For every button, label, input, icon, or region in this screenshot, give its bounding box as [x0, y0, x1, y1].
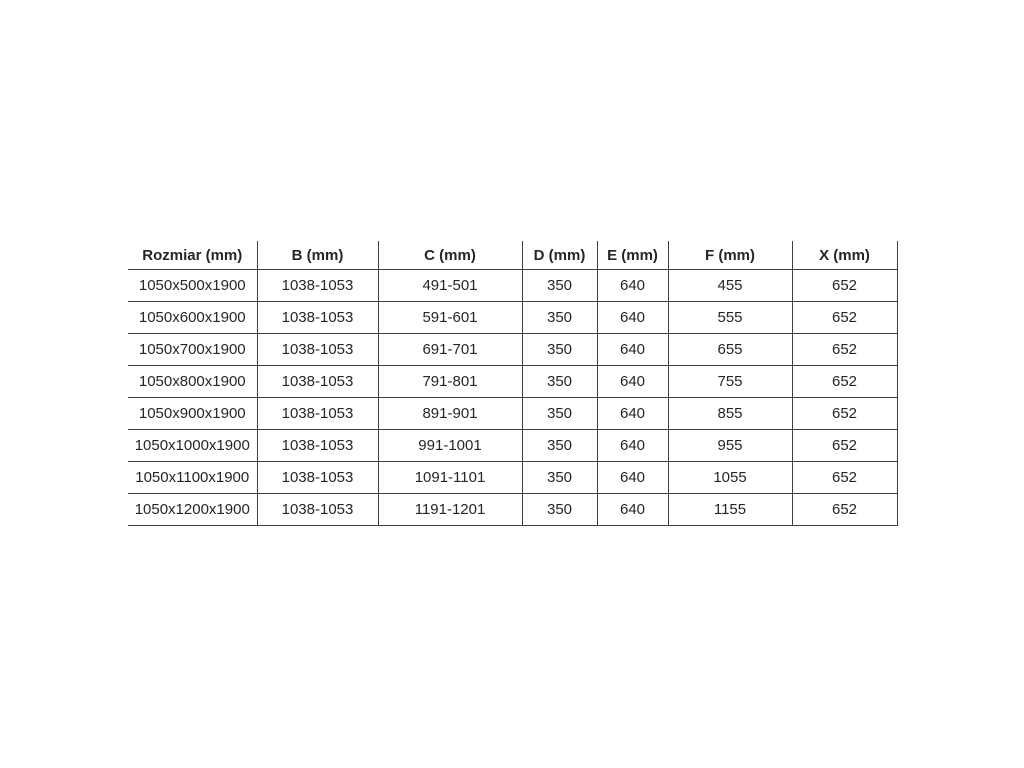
table-cell: 640	[597, 494, 668, 526]
table-cell: 691-701	[378, 334, 522, 366]
table-cell: 1050x1100x1900	[128, 462, 257, 494]
table-cell: 1050x600x1900	[128, 302, 257, 334]
table-cell: 1038-1053	[257, 334, 378, 366]
column-header-e: E (mm)	[597, 241, 668, 270]
table-cell: 891-901	[378, 398, 522, 430]
table-cell: 1050x1200x1900	[128, 494, 257, 526]
table-cell: 991-1001	[378, 430, 522, 462]
table-row	[128, 366, 897, 398]
table-cell: 652	[792, 430, 897, 462]
table-cell: 1050x700x1900	[128, 334, 257, 366]
column-header-c: C (mm)	[378, 241, 522, 270]
table-cell: 640	[597, 430, 668, 462]
table-cell: 350	[522, 270, 597, 302]
table-cell: 455	[668, 270, 792, 302]
table-row	[128, 494, 897, 526]
table-cell: 1050x1000x1900	[128, 430, 257, 462]
table-cell: 591-601	[378, 302, 522, 334]
table-cell: 652	[792, 462, 897, 494]
table-cell: 1038-1053	[257, 398, 378, 430]
table-cell: 350	[522, 302, 597, 334]
table-row	[128, 430, 897, 462]
table-cell: 955	[668, 430, 792, 462]
table-cell: 652	[792, 302, 897, 334]
column-header-f: F (mm)	[668, 241, 792, 270]
table-cell: 1050x500x1900	[128, 270, 257, 302]
table-cell: 1038-1053	[257, 430, 378, 462]
column-header-x: X (mm)	[792, 241, 897, 270]
table-cell: 1050x800x1900	[128, 366, 257, 398]
column-header-d: D (mm)	[522, 241, 597, 270]
column-header-rozmiar: Rozmiar (mm)	[128, 241, 257, 270]
table-cell: 350	[522, 366, 597, 398]
table-cell: 350	[522, 430, 597, 462]
table-cell: 640	[597, 366, 668, 398]
table-cell: 350	[522, 398, 597, 430]
table-body	[128, 270, 897, 526]
table-cell: 652	[792, 270, 897, 302]
table-cell: 1191-1201	[378, 494, 522, 526]
table-cell: 1038-1053	[257, 366, 378, 398]
table-cell: 555	[668, 302, 792, 334]
table-cell: 350	[522, 334, 597, 366]
table-row	[128, 398, 897, 430]
table-row	[128, 270, 897, 302]
table-cell: 1038-1053	[257, 302, 378, 334]
table-cell: 655	[668, 334, 792, 366]
table-cell: 652	[792, 398, 897, 430]
table-cell: 640	[597, 334, 668, 366]
table-cell: 350	[522, 462, 597, 494]
table-cell: 1038-1053	[257, 494, 378, 526]
table-cell: 640	[597, 398, 668, 430]
table-cell: 1038-1053	[257, 462, 378, 494]
table-row	[128, 462, 897, 494]
dimensions-table	[128, 241, 898, 526]
table-row	[128, 302, 897, 334]
table-cell: 755	[668, 366, 792, 398]
table-cell: 1091-1101	[378, 462, 522, 494]
table-header-row	[128, 241, 897, 270]
column-header-b: B (mm)	[257, 241, 378, 270]
table-cell: 652	[792, 494, 897, 526]
table-cell: 1038-1053	[257, 270, 378, 302]
table-cell: 350	[522, 494, 597, 526]
table-cell: 855	[668, 398, 792, 430]
table-cell: 1055	[668, 462, 792, 494]
table-cell: 640	[597, 462, 668, 494]
table-cell: 1155	[668, 494, 792, 526]
table-cell: 491-501	[378, 270, 522, 302]
table-cell: 652	[792, 366, 897, 398]
table-cell: 640	[597, 270, 668, 302]
table-cell: 640	[597, 302, 668, 334]
table-cell: 1050x900x1900	[128, 398, 257, 430]
table-cell: 791-801	[378, 366, 522, 398]
table-row	[128, 334, 897, 366]
table-cell: 652	[792, 334, 897, 366]
